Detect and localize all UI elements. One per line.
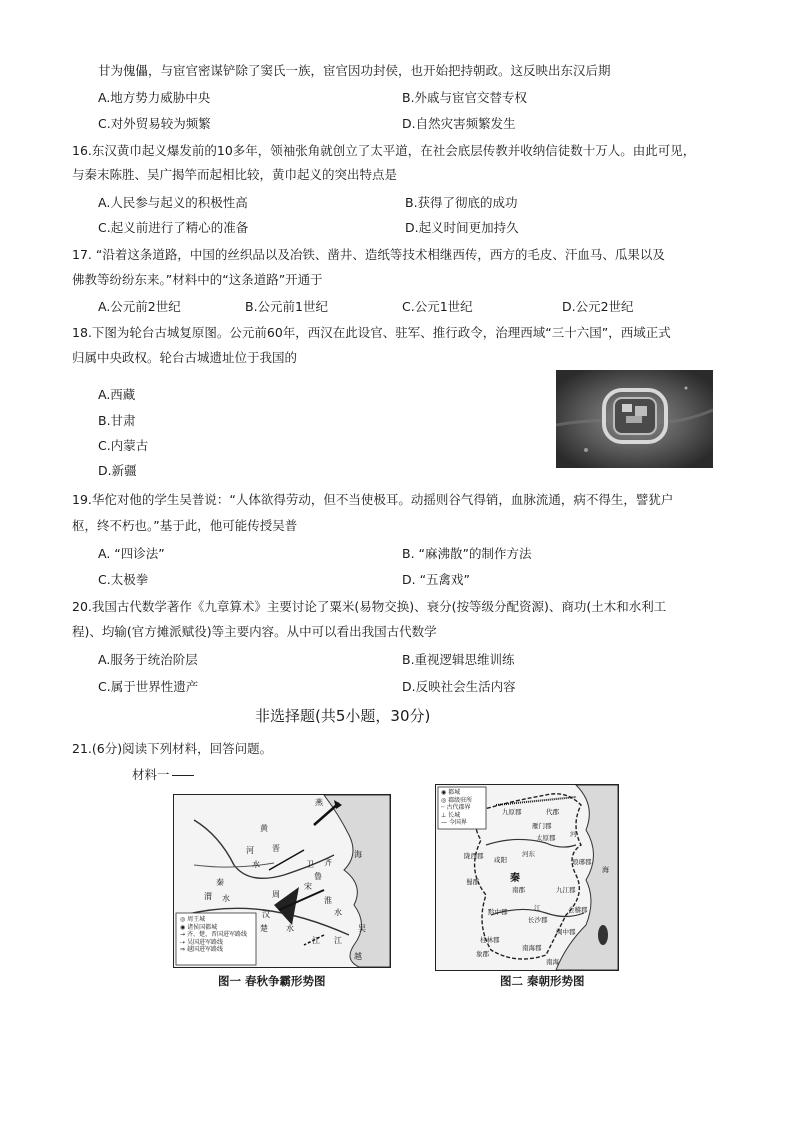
map2-label-guilin: 桂林郡	[480, 936, 500, 944]
q17-option-b[interactable]: B.公元前1世纪	[245, 299, 329, 314]
map2-label-shu: 蜀郡	[466, 878, 479, 886]
map1-legend-item-2: → 齐、楚、晋国进军路线	[180, 931, 247, 938]
q15-option-d[interactable]: D.自然灾害频繁发生	[402, 116, 516, 131]
map2-label-taiyuan: 太原郡	[536, 834, 556, 842]
q18-option-d[interactable]: D.新疆	[98, 463, 137, 478]
q17-option-c[interactable]: C.公元1世纪	[402, 299, 473, 314]
map2-label-daijun: 代郡	[546, 808, 559, 816]
q20-stem-line-2: 程)、均输(官方摊派赋役)等主要内容。从中可以看出我国古代数学	[72, 624, 437, 639]
q17-option-d[interactable]: D.公元2世纪	[562, 299, 634, 314]
map1-label-qi: 齐	[324, 858, 332, 867]
map2-label-hai: 海	[602, 866, 609, 874]
q15-option-a[interactable]: A.地方势力威胁中央	[98, 90, 211, 105]
q20-stem-line-1: 20.我国古代数学著作《九章算术》主要讨论了粟米(易物交换)、衰分(按等级分配资源)、商功(土木和水利工	[72, 599, 667, 614]
q16-option-c[interactable]: C.起义前进行了精心的准备	[98, 220, 249, 235]
map2-legend-item-3: ⊥ 长城	[441, 811, 461, 819]
map2-label-nanhai-sea: 南海	[546, 958, 559, 966]
q16-stem-line-2: 与秦末陈胜、吴广揭竿而起相比较，黄巾起义的突出特点是	[72, 167, 398, 182]
q16-option-b[interactable]: B.获得了彻底的成功	[405, 195, 518, 210]
map-spring-autumn	[173, 794, 391, 968]
map1-label-jin: 晋	[272, 844, 280, 853]
map1-label-song: 宋	[304, 882, 312, 891]
map2-caption: 图二 秦朝形势图	[500, 974, 585, 988]
material-one-text: 材料一	[132, 767, 170, 782]
q15-option-b[interactable]: B.外戚与宦官交替专权	[402, 90, 528, 105]
q16-stem-line-1: 16.东汉黄巾起义爆发前的10多年，领袖张角就创立了太平道，在社会底层传教并收纳信徒数十万人。由此可见，	[72, 143, 696, 158]
q19-option-a[interactable]: A. “四诊法”	[98, 546, 165, 561]
q19-stem-line-1: 19.华佗对他的学生吴普说：“人体欲得劳动，但不当使极耳。动摇则谷气得销，血脉流通，病不得生，譬犹户	[72, 492, 674, 507]
q20-option-d[interactable]: D.反映社会生活内容	[402, 679, 516, 694]
map2-legend-item-0: ◉ 都城	[441, 789, 461, 796]
map-qin-dynasty	[435, 784, 619, 971]
material-one-label	[132, 766, 194, 784]
section-title-non-choice: 非选择题(共5小题，30分)	[255, 707, 431, 725]
map2-label-changsha: 长沙郡	[528, 916, 548, 924]
map1-label-jiang: 江	[312, 936, 320, 945]
map1-label-hai: 海	[354, 850, 362, 859]
map1-label-lu: 鲁	[314, 872, 322, 881]
map2-label-hedong: 河东	[522, 850, 535, 858]
map1-label-shui2: 水	[222, 894, 230, 903]
map1-label-shui3: 水	[286, 924, 294, 933]
q20-option-b[interactable]: B.重视逻辑思维训练	[402, 652, 515, 667]
map1-legend-item-4: ⇒ 越国进军路线	[180, 946, 223, 953]
map1-legend-item-1: ◉ 诸侯国都城	[180, 923, 218, 931]
map2-label-langya: 琅琊郡	[572, 858, 592, 866]
q21-stem: 21.(6分)阅读下列材料，回答问题。	[72, 741, 273, 756]
q18-option-b[interactable]: B.甘肃	[98, 413, 136, 428]
map2-label-yanmen: 雁门郡	[532, 822, 552, 830]
q18-stem-line-2: 归属中央政权。轮台古城遗址位于我国的	[72, 350, 298, 365]
q17-stem-line-2: 佛教等纷纷东来。”材料中的“这条道路”开通于	[72, 272, 323, 287]
map2-label-longxi: 陇西郡	[464, 852, 484, 860]
q18-stem-line-1: 18.下图为轮台古城复原图。公元前60年，西汉在此设官、驻军、推行政令，治理西域“三十六国”，西域正式	[72, 325, 671, 340]
map1-label-qin: 秦	[216, 878, 224, 887]
map1-legend-item-0: ◎ 周王城	[180, 916, 206, 923]
map2-label-nanjun: 南郡	[512, 886, 525, 894]
map1-label-wei: 卫	[306, 860, 314, 869]
map2-label-jiuyuan: 九原郡	[502, 808, 522, 816]
q17-stem-line-1: 17. “沿着这条道路，中国的丝织品以及冶铁、凿井、造纸等技术相继西传，西方的毛皮、汗血马、瓜果以及	[72, 247, 665, 262]
map2-legend-item-2: ┄ 古代郡界	[441, 804, 471, 811]
luntai-city-illustration	[556, 370, 713, 468]
map2-label-qin: 秦	[510, 873, 520, 884]
map1-legend	[180, 916, 247, 954]
luntai-ancient-city-photo	[556, 370, 713, 468]
q16-option-a[interactable]: A.人民参与起义的积极性高	[98, 195, 248, 210]
map2-label-xiang: 象郡	[476, 950, 489, 958]
map2-label-minzhong: 闽中郡	[556, 928, 576, 936]
map2-legend-item-4: — 今国界	[441, 819, 467, 826]
map2-label-xianyang: 咸阳	[494, 856, 507, 864]
map1-label-han: 汉	[262, 910, 270, 919]
map1-label-wu: 吴	[358, 924, 366, 933]
map2-legend-item-1: ◎ 郡级驻所	[441, 796, 473, 804]
q20-option-c[interactable]: C.属于世界性遗产	[98, 679, 199, 694]
q19-option-d[interactable]: D. “五禽戏”	[402, 572, 471, 587]
q17-option-a[interactable]: A.公元前2世纪	[98, 299, 181, 314]
map2-label-nanhai-jun: 南海郡	[522, 944, 542, 952]
map1-label-jiang2: 江	[334, 936, 342, 945]
map1-legend-item-3: ⇢ 吴国进军路线	[180, 938, 223, 946]
material-dash	[172, 775, 194, 776]
map2-label-jiujiang: 九江郡	[556, 886, 576, 894]
q16-option-d[interactable]: D.起义时间更加持久	[405, 220, 519, 235]
map1-label-yue: 越	[354, 952, 362, 961]
q15-stem-line: 甘为傀儡，与宦官密谋铲除了窦氏一族，宦官因功封侯，也开始把持朝政。这反映出东汉后期	[98, 63, 611, 78]
q19-stem-line-2: 枢，终不朽也。”基于此，他可能传授吴普	[72, 518, 298, 533]
map1-caption: 图一 春秋争霸形势图	[218, 974, 326, 988]
map2-label-qianzhong: 黔中郡	[488, 908, 508, 916]
q19-option-b[interactable]: B. “麻沸散”的制作方法	[402, 546, 532, 561]
map1-label-huai: 淮	[324, 896, 332, 905]
q20-option-a[interactable]: A.服务于统治阶层	[98, 652, 198, 667]
q18-option-a[interactable]: A.西藏	[98, 387, 136, 402]
map1-label-wei-river: 渭	[204, 892, 212, 901]
map2-label-jiang: 江	[534, 904, 541, 912]
map2-legend	[441, 789, 472, 827]
q19-option-c[interactable]: C.太极拳	[98, 572, 149, 587]
map1-label-chu: 楚	[260, 924, 268, 933]
q15-option-c[interactable]: C.对外贸易较为频繁	[98, 116, 211, 131]
q18-option-c[interactable]: C.内蒙古	[98, 438, 149, 453]
map2-label-he: 河	[570, 830, 577, 838]
map2-label-kuaiji: 会稽郡	[568, 906, 588, 914]
map1-label-shui4: 水	[334, 908, 342, 917]
map1-label-shui: 水	[252, 860, 260, 869]
map1-label-he: 黄	[260, 824, 268, 833]
map1-label-zhou: 周	[272, 890, 280, 899]
map1-label-yan: 燕	[315, 798, 323, 807]
map1-label-he2: 河	[246, 846, 254, 855]
